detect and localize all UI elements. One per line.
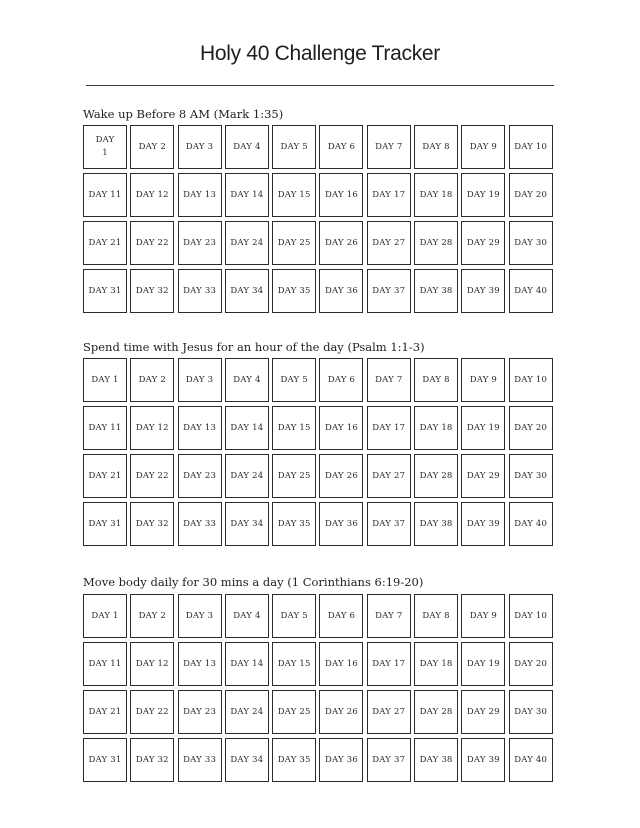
day-checkbox-14[interactable] — [225, 406, 269, 450]
day-label: DAY 10 — [514, 374, 548, 385]
day-checkbox-7[interactable] — [367, 358, 411, 402]
day-label: DAY 27 — [372, 237, 406, 248]
day-label: DAY 38 — [419, 518, 453, 529]
day-checkbox-17[interactable] — [367, 406, 411, 450]
day-checkbox-4[interactable] — [225, 594, 269, 638]
day-label: DAY 22 — [135, 470, 169, 481]
day-label: DAY 23 — [183, 706, 217, 717]
day-checkbox-1[interactable] — [83, 594, 127, 638]
day-label: DAY 1 — [91, 374, 119, 385]
day-label: DAY 32 — [135, 754, 169, 765]
day-label: DAY 34 — [230, 754, 264, 765]
day-checkbox-8[interactable] — [414, 125, 458, 169]
day-checkbox-37[interactable] — [367, 738, 411, 782]
day-label: DAY 40 — [514, 518, 548, 529]
day-checkbox-1[interactable] — [83, 358, 127, 402]
day-label: DAY 8 — [422, 141, 450, 152]
day-label: DAY 36 — [325, 285, 358, 296]
day-checkbox-12[interactable] — [130, 642, 174, 686]
day-label: DAY 2 — [138, 374, 166, 385]
day-label: DAY 4 — [233, 610, 261, 621]
day-label: DAY 31 — [88, 518, 122, 529]
day-label: DAY 7 — [375, 374, 403, 385]
day-checkbox-4[interactable] — [225, 358, 269, 402]
day-label: DAY 24 — [230, 470, 264, 481]
day-label: DAY 5 — [280, 610, 308, 621]
day-checkbox-33[interactable] — [178, 502, 222, 546]
title-divider — [86, 85, 554, 86]
day-checkbox-26[interactable] — [319, 221, 363, 265]
day-checkbox-19[interactable] — [461, 406, 505, 450]
day-label: DAY 19 — [466, 189, 500, 200]
day-checkbox-4[interactable] — [225, 125, 269, 169]
day-checkbox-17[interactable] — [367, 173, 411, 217]
day-checkbox-5[interactable] — [272, 125, 316, 169]
day-label: DAY 16 — [325, 189, 358, 200]
day-checkbox-2[interactable] — [130, 125, 174, 169]
day-label: DAY 14 — [230, 189, 264, 200]
day-label: DAY 25 — [277, 237, 311, 248]
day-label: DAY 26 — [325, 237, 358, 248]
day-label: DAY 15 — [277, 422, 311, 433]
day-checkbox-10[interactable] — [509, 594, 553, 638]
day-label: DAY 10 — [514, 610, 548, 621]
day-grid — [83, 358, 555, 546]
day-checkbox-20[interactable] — [509, 642, 553, 686]
day-checkbox-8[interactable] — [414, 358, 458, 402]
day-label: DAY 31 — [88, 285, 122, 296]
section-label: Spend time with Jesus for an hour of the day (Psalm 1:1-3) — [83, 340, 425, 354]
day-label: DAY 21 — [88, 706, 122, 717]
day-label: DAY 24 — [230, 237, 264, 248]
day-checkbox-32[interactable] — [130, 738, 174, 782]
day-checkbox-14[interactable] — [225, 173, 269, 217]
day-checkbox-28[interactable] — [414, 454, 458, 498]
day-checkbox-28[interactable] — [414, 221, 458, 265]
day-checkbox-33[interactable] — [178, 269, 222, 313]
day-checkbox-22[interactable] — [130, 221, 174, 265]
day-checkbox-21[interactable] — [83, 454, 127, 498]
day-checkbox-33[interactable] — [178, 738, 222, 782]
day-checkbox-13[interactable] — [178, 173, 222, 217]
day-label: DAY 17 — [372, 422, 406, 433]
day-label: DAY 38 — [419, 285, 453, 296]
day-label: DAY 15 — [277, 658, 311, 669]
day-label: DAY 5 — [280, 141, 308, 152]
day-checkbox-15[interactable] — [272, 406, 316, 450]
day-checkbox-18[interactable] — [414, 642, 458, 686]
day-checkbox-7[interactable] — [367, 125, 411, 169]
day-label: DAY 14 — [230, 658, 264, 669]
day-label: DAY 26 — [325, 706, 358, 717]
day-checkbox-24[interactable] — [225, 690, 269, 734]
day-label: DAY 6 — [327, 141, 356, 152]
day-checkbox-36[interactable] — [319, 502, 363, 546]
day-label: DAY 23 — [183, 237, 217, 248]
day-checkbox-2[interactable] — [130, 594, 174, 638]
day-label: DAY 12 — [135, 658, 169, 669]
day-checkbox-5[interactable] — [272, 594, 316, 638]
day-checkbox-19[interactable] — [461, 642, 505, 686]
day-label: DAY 11 — [88, 658, 122, 669]
day-checkbox-31[interactable] — [83, 738, 127, 782]
day-checkbox-30[interactable] — [509, 690, 553, 734]
day-label: DAY 10 — [514, 141, 548, 152]
day-checkbox-38[interactable] — [414, 269, 458, 313]
day-label: DAY 35 — [277, 285, 311, 296]
day-label: DAY 7 — [375, 610, 403, 621]
day-checkbox-17[interactable] — [367, 642, 411, 686]
day-label: DAY 8 — [422, 374, 450, 385]
day-label: DAY 4 — [233, 374, 261, 385]
day-checkbox-39[interactable] — [461, 502, 505, 546]
day-label: DAY 32 — [135, 285, 169, 296]
day-checkbox-40[interactable] — [509, 269, 553, 313]
day-label: DAY 27 — [372, 470, 406, 481]
day-label: DAY 29 — [466, 237, 500, 248]
day-label: DAY 24 — [230, 706, 264, 717]
day-checkbox-38[interactable] — [414, 502, 458, 546]
day-checkbox-11[interactable] — [83, 642, 127, 686]
day-label: DAY 5 — [280, 374, 308, 385]
day-checkbox-40[interactable] — [509, 738, 553, 782]
day-checkbox-26[interactable] — [319, 454, 363, 498]
day-checkbox-12[interactable] — [130, 173, 174, 217]
day-label: DAY 18 — [419, 422, 453, 433]
day-checkbox-23[interactable] — [178, 454, 222, 498]
day-label: DAY 35 — [277, 518, 311, 529]
day-checkbox-3[interactable] — [178, 358, 222, 402]
day-label: DAY 30 — [514, 706, 548, 717]
day-label: DAY 18 — [419, 658, 453, 669]
day-checkbox-20[interactable] — [509, 173, 553, 217]
day-label: DAY 27 — [372, 706, 406, 717]
day-checkbox-39[interactable] — [461, 269, 505, 313]
day-checkbox-34[interactable] — [225, 738, 269, 782]
day-checkbox-35[interactable] — [272, 738, 316, 782]
day-label: DAY 29 — [466, 470, 500, 481]
day-label: DAY 19 — [466, 422, 500, 433]
day-label: DAY 13 — [183, 658, 217, 669]
day-checkbox-32[interactable] — [130, 502, 174, 546]
day-label: DAY 36 — [325, 754, 358, 765]
day-label: DAY 20 — [514, 658, 548, 669]
day-grid — [83, 125, 555, 313]
day-checkbox-16[interactable] — [319, 406, 363, 450]
day-checkbox-10[interactable] — [509, 358, 553, 402]
day-label: DAY 40 — [514, 754, 548, 765]
day-label: DAY 22 — [135, 706, 169, 717]
day-checkbox-14[interactable] — [225, 642, 269, 686]
day-label: DAY 21 — [88, 470, 122, 481]
day-label: DAY 3 — [185, 374, 214, 385]
page-title: Holy 40 Challenge Tracker — [200, 42, 440, 65]
day-label: DAY 8 — [422, 610, 450, 621]
day-label: DAY 11 — [88, 189, 122, 200]
day-checkbox-26[interactable] — [319, 690, 363, 734]
day-checkbox-32[interactable] — [130, 269, 174, 313]
day-label: DAY 28 — [419, 470, 453, 481]
day-label: DAY 12 — [135, 422, 169, 433]
section-label: Wake up Before 8 AM (Mark 1:35) — [83, 107, 284, 121]
day-label: DAY 13 — [183, 189, 217, 200]
day-checkbox-23[interactable] — [178, 690, 222, 734]
day-label: DAY 1 — [95, 135, 115, 158]
day-label: DAY 16 — [325, 422, 358, 433]
day-label: DAY 3 — [185, 610, 214, 621]
day-checkbox-8[interactable] — [414, 594, 458, 638]
day-label: DAY 18 — [419, 189, 453, 200]
day-checkbox-25[interactable] — [272, 454, 316, 498]
day-checkbox-29[interactable] — [461, 221, 505, 265]
day-checkbox-27[interactable] — [367, 690, 411, 734]
day-label: DAY 23 — [183, 470, 217, 481]
day-checkbox-13[interactable] — [178, 642, 222, 686]
day-checkbox-24[interactable] — [225, 454, 269, 498]
day-checkbox-16[interactable] — [319, 642, 363, 686]
day-checkbox-25[interactable] — [272, 690, 316, 734]
day-checkbox-30[interactable] — [509, 454, 553, 498]
day-label: DAY 4 — [233, 141, 261, 152]
day-label: DAY 39 — [466, 518, 500, 529]
day-checkbox-11[interactable] — [83, 406, 127, 450]
day-label: DAY 39 — [466, 285, 500, 296]
day-label: DAY 28 — [419, 706, 453, 717]
day-label: DAY 17 — [372, 189, 406, 200]
day-checkbox-18[interactable] — [414, 406, 458, 450]
day-label: DAY 28 — [419, 237, 453, 248]
day-checkbox-40[interactable] — [509, 502, 553, 546]
day-checkbox-15[interactable] — [272, 173, 316, 217]
day-checkbox-11[interactable] — [83, 173, 127, 217]
day-checkbox-22[interactable] — [130, 690, 174, 734]
day-label: DAY 17 — [372, 658, 406, 669]
day-checkbox-27[interactable] — [367, 221, 411, 265]
day-label: DAY 20 — [514, 422, 548, 433]
day-label: DAY 19 — [466, 658, 500, 669]
day-label: DAY 9 — [469, 374, 498, 385]
day-checkbox-19[interactable] — [461, 173, 505, 217]
day-checkbox-15[interactable] — [272, 642, 316, 686]
day-label: DAY 16 — [325, 658, 358, 669]
day-grid — [83, 594, 555, 782]
day-label: DAY 33 — [183, 754, 217, 765]
day-label: DAY 37 — [372, 518, 406, 529]
day-label: DAY 3 — [185, 141, 214, 152]
day-label: DAY 25 — [277, 706, 311, 717]
day-checkbox-9[interactable] — [461, 358, 505, 402]
day-checkbox-2[interactable] — [130, 358, 174, 402]
day-checkbox-25[interactable] — [272, 221, 316, 265]
day-label: DAY 15 — [277, 189, 311, 200]
day-label: DAY 29 — [466, 706, 500, 717]
day-checkbox-18[interactable] — [414, 173, 458, 217]
day-checkbox-9[interactable] — [461, 125, 505, 169]
day-checkbox-29[interactable] — [461, 454, 505, 498]
day-label: DAY 22 — [135, 237, 169, 248]
day-checkbox-31[interactable] — [83, 269, 127, 313]
day-label: DAY 39 — [466, 754, 500, 765]
day-label: DAY 31 — [88, 754, 122, 765]
day-label: DAY 40 — [514, 285, 548, 296]
day-checkbox-5[interactable] — [272, 358, 316, 402]
section-label: Move body daily for 30 mins a day (1 Corinthians 6:19-20) — [83, 575, 424, 589]
day-label: DAY 6 — [327, 374, 356, 385]
day-checkbox-1[interactable] — [83, 125, 127, 169]
day-label: DAY 33 — [183, 285, 217, 296]
day-label: DAY 26 — [325, 470, 358, 481]
day-label: DAY 14 — [230, 422, 264, 433]
day-label: DAY 9 — [469, 141, 498, 152]
day-checkbox-27[interactable] — [367, 454, 411, 498]
day-checkbox-6[interactable] — [319, 358, 363, 402]
day-checkbox-35[interactable] — [272, 502, 316, 546]
day-checkbox-3[interactable] — [178, 594, 222, 638]
day-checkbox-20[interactable] — [509, 406, 553, 450]
day-checkbox-38[interactable] — [414, 738, 458, 782]
day-checkbox-37[interactable] — [367, 502, 411, 546]
day-label: DAY 2 — [138, 610, 166, 621]
day-checkbox-23[interactable] — [178, 221, 222, 265]
day-checkbox-29[interactable] — [461, 690, 505, 734]
day-label: DAY 35 — [277, 754, 311, 765]
day-label: DAY 30 — [514, 237, 548, 248]
day-checkbox-36[interactable] — [319, 738, 363, 782]
day-checkbox-34[interactable] — [225, 502, 269, 546]
day-label: DAY 11 — [88, 422, 122, 433]
day-label: DAY 21 — [88, 237, 122, 248]
day-checkbox-16[interactable] — [319, 173, 363, 217]
day-label: DAY 33 — [183, 518, 217, 529]
day-checkbox-37[interactable] — [367, 269, 411, 313]
day-checkbox-39[interactable] — [461, 738, 505, 782]
day-label: DAY 13 — [183, 422, 217, 433]
day-label: DAY 32 — [135, 518, 169, 529]
day-checkbox-6[interactable] — [319, 125, 363, 169]
day-checkbox-28[interactable] — [414, 690, 458, 734]
day-checkbox-24[interactable] — [225, 221, 269, 265]
day-checkbox-21[interactable] — [83, 221, 127, 265]
day-checkbox-9[interactable] — [461, 594, 505, 638]
day-checkbox-22[interactable] — [130, 454, 174, 498]
day-checkbox-13[interactable] — [178, 406, 222, 450]
day-label: DAY 38 — [419, 754, 453, 765]
day-label: DAY 34 — [230, 285, 264, 296]
day-checkbox-6[interactable] — [319, 594, 363, 638]
day-label: DAY 30 — [514, 470, 548, 481]
day-label: DAY 34 — [230, 518, 264, 529]
day-label: DAY 25 — [277, 470, 311, 481]
day-label: DAY 6 — [327, 610, 356, 621]
day-label: DAY 37 — [372, 285, 406, 296]
day-checkbox-3[interactable] — [178, 125, 222, 169]
day-label: DAY 1 — [91, 610, 119, 621]
day-label: DAY 2 — [138, 141, 166, 152]
day-label: DAY 9 — [469, 610, 498, 621]
day-checkbox-35[interactable] — [272, 269, 316, 313]
day-label: DAY 20 — [514, 189, 548, 200]
day-label: DAY 7 — [375, 141, 403, 152]
day-checkbox-21[interactable] — [83, 690, 127, 734]
day-label: DAY 37 — [372, 754, 406, 765]
day-checkbox-7[interactable] — [367, 594, 411, 638]
day-checkbox-36[interactable] — [319, 269, 363, 313]
day-label: DAY 36 — [325, 518, 358, 529]
day-checkbox-10[interactable] — [509, 125, 553, 169]
day-checkbox-34[interactable] — [225, 269, 269, 313]
day-checkbox-31[interactable] — [83, 502, 127, 546]
day-checkbox-12[interactable] — [130, 406, 174, 450]
day-label: DAY 12 — [135, 189, 169, 200]
day-checkbox-30[interactable] — [509, 221, 553, 265]
